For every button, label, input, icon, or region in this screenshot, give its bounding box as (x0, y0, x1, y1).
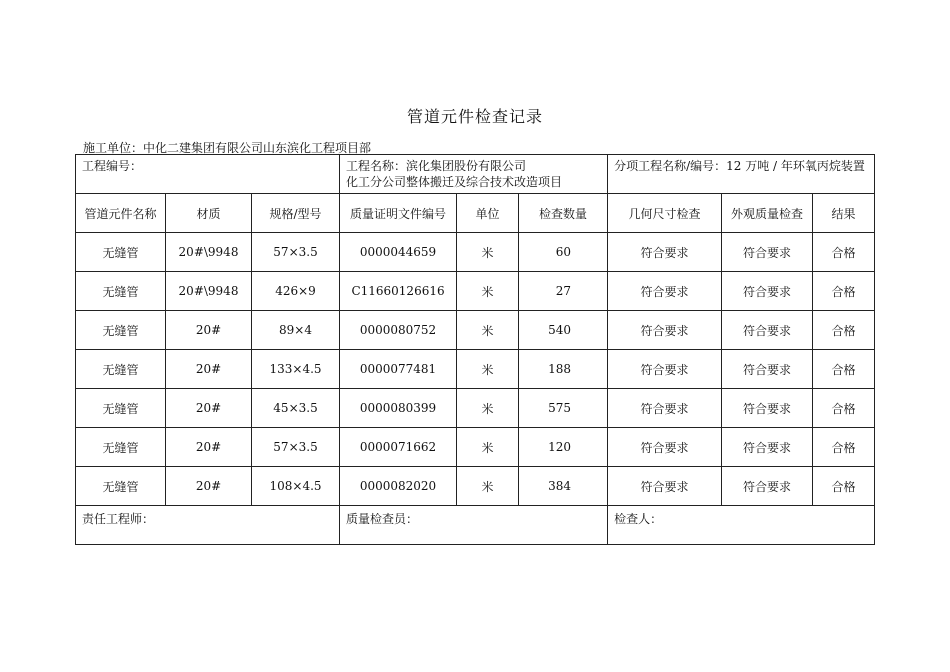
table-cell: 米 (457, 350, 519, 389)
table-cell: 符合要求 (722, 233, 813, 272)
table-cell: 米 (457, 311, 519, 350)
table-cell: 57×3.5 (252, 428, 340, 467)
qc-label: 质量检查员： (346, 512, 419, 526)
table-cell: 符合要求 (608, 233, 722, 272)
table-cell: 合格 (813, 428, 875, 467)
table-cell: 米 (457, 428, 519, 467)
table-cell: 20# (166, 350, 252, 389)
inspector-label: 检查人： (614, 512, 663, 526)
table-cell: 540 (519, 311, 608, 350)
table-row (76, 467, 875, 506)
header-row (76, 194, 875, 233)
table-cell: 20# (166, 428, 252, 467)
table-cell: 符合要求 (608, 311, 722, 350)
table-cell: 米 (457, 467, 519, 506)
table-cell: 合格 (813, 233, 875, 272)
column-header: 结果 (813, 194, 875, 233)
table-row (76, 272, 875, 311)
table-cell: 575 (519, 389, 608, 428)
table-cell: 0000077481 (340, 350, 457, 389)
table-cell: 无缝管 (76, 272, 166, 311)
table-cell: 符合要求 (608, 272, 722, 311)
table-cell: 无缝管 (76, 350, 166, 389)
sub-project-label: 分项工程名称/编号：12 万吨 / 年环氧丙烷装置 (614, 159, 865, 173)
column-header: 几何尺寸检查 (608, 194, 722, 233)
column-header: 质量证明文件编号 (340, 194, 457, 233)
construction-unit: 施工单位：中化二建集团有限公司山东滨化工程项目部 (83, 141, 372, 155)
table-cell: 合格 (813, 272, 875, 311)
project-code-label: 工程编号： (82, 159, 143, 173)
table-cell: 57×3.5 (252, 233, 340, 272)
column-header: 规格/型号 (252, 194, 340, 233)
page-title: 管道元件检查记录 (406, 107, 543, 126)
table-cell: 合格 (813, 311, 875, 350)
table-cell: 无缝管 (76, 428, 166, 467)
table-cell: 米 (457, 233, 519, 272)
table-row (76, 428, 875, 467)
inspector-cell (608, 506, 875, 545)
project-code-cell (76, 155, 340, 194)
table-cell: 符合要求 (722, 350, 813, 389)
table-cell: 符合要求 (608, 389, 722, 428)
table-cell: 合格 (813, 389, 875, 428)
table-cell: 426×9 (252, 272, 340, 311)
inspection-table (75, 154, 875, 545)
table-cell: 米 (457, 389, 519, 428)
project-name-line2: 化工分公司整体搬迁及综合技术改造项目 (346, 175, 563, 189)
table-cell: 合格 (813, 467, 875, 506)
table-cell: 无缝管 (76, 233, 166, 272)
project-name-line1: 工程名称：滨化集团股份有限公司 (346, 159, 527, 173)
table-cell: 合格 (813, 350, 875, 389)
table-cell: 20#\9948 (166, 272, 252, 311)
sub-project-cell (608, 155, 875, 194)
table-cell: 符合要求 (722, 467, 813, 506)
table-cell: 60 (519, 233, 608, 272)
table-cell: 120 (519, 428, 608, 467)
table-cell: 133×4.5 (252, 350, 340, 389)
table-cell: 384 (519, 467, 608, 506)
qc-cell (340, 506, 608, 545)
engineer-cell (76, 506, 340, 545)
table-cell: C11660126616 (340, 272, 457, 311)
engineer-label: 责任工程师： (82, 512, 155, 526)
table-cell: 无缝管 (76, 389, 166, 428)
table-cell: 45×3.5 (252, 389, 340, 428)
column-header: 管道元件名称 (76, 194, 166, 233)
table-cell: 27 (519, 272, 608, 311)
table-cell: 0000080752 (340, 311, 457, 350)
table-cell: 符合要求 (608, 350, 722, 389)
table-cell: 符合要求 (722, 389, 813, 428)
table-cell: 20# (166, 467, 252, 506)
table-row (76, 233, 875, 272)
table-cell: 20# (166, 311, 252, 350)
signature-row (76, 506, 875, 545)
column-header: 单位 (457, 194, 519, 233)
table-cell: 108×4.5 (252, 467, 340, 506)
column-header: 外观质量检查 (722, 194, 813, 233)
table-cell: 无缝管 (76, 311, 166, 350)
table-cell: 20#\9948 (166, 233, 252, 272)
table-cell: 0000080399 (340, 389, 457, 428)
info-row (76, 155, 875, 194)
table-row (76, 389, 875, 428)
table-cell: 符合要求 (722, 428, 813, 467)
table-cell: 符合要求 (608, 428, 722, 467)
table-row (76, 350, 875, 389)
table-cell: 0000044659 (340, 233, 457, 272)
table-cell: 符合要求 (722, 272, 813, 311)
table-row (76, 311, 875, 350)
table-cell: 符合要求 (722, 311, 813, 350)
table-cell: 0000082020 (340, 467, 457, 506)
table-cell: 188 (519, 350, 608, 389)
table-cell: 89×4 (252, 311, 340, 350)
column-header: 材质 (166, 194, 252, 233)
table-cell: 20# (166, 389, 252, 428)
table-cell: 0000071662 (340, 428, 457, 467)
table-cell: 无缝管 (76, 467, 166, 506)
table-cell: 符合要求 (608, 467, 722, 506)
table-cell: 米 (457, 272, 519, 311)
column-header: 检查数量 (519, 194, 608, 233)
project-name-cell (340, 155, 608, 194)
